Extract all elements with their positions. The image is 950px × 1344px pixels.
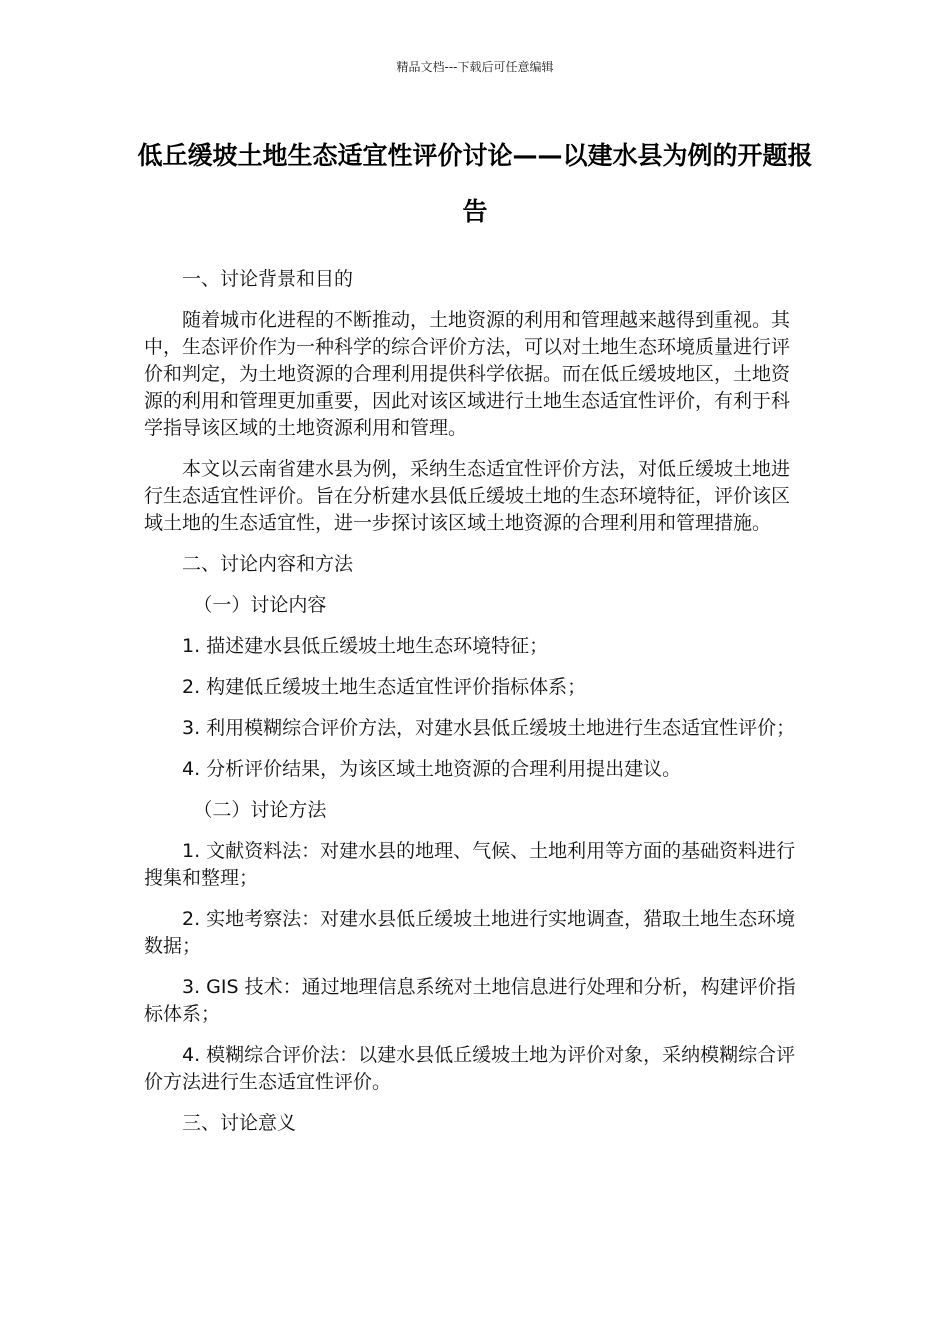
subsection-heading-method: （二）讨论方法 <box>193 799 327 821</box>
document-body <box>144 266 806 1151</box>
paragraph-background: 随着城市化进程的不断推动，土地资源的利用和管理越来越得到重视。其中，生态评价作为一种科学的综合评价方法，可以对土地生态环境质量进行评价和判定，为土地资源的合理利用提供科学依据。而在低丘缓坡地区，土地资源的利用和管理更加重要，因此对该区域进行土地生态适宜性评价，有利于科学指导该区域的土地资源利用和管理。 <box>144 309 791 439</box>
paragraph-purpose: 本文以云南省建水县为例，采纳生态适宜性评价方法，对低丘缓坡土地进行生态适宜性评价。旨在分析建水县低丘缓坡土地的生态环境特征，评价该区域土地的生态适宜性，进一步探讨该区域土地资源的合理利用和管理措施。 <box>144 458 791 534</box>
section-heading-content-method: 二、讨论内容和方法 <box>182 553 354 575</box>
list-item: 1. 文献资料法：对建水县的地理、气候、土地利用等方面的基础资料进行搜集和整理； <box>144 840 796 889</box>
subsection-heading-content: （一）讨论内容 <box>193 594 327 616</box>
document-title: 低丘缓坡土地生态适宜性评价讨论——以建水县为例的开题报告 <box>137 141 813 226</box>
list-item: 2. 构建低丘缓坡土地生态适宜性评价指标体系； <box>182 676 587 698</box>
list-item: 1. 描述建水县低丘缓坡土地生态环境特征； <box>182 635 549 657</box>
list-item: 3. GIS 技术：通过地理信息系统对土地信息进行处理和分析，构建评价指标体系； <box>144 976 796 1025</box>
section-heading-background: 一、讨论背景和目的 <box>182 268 354 290</box>
list-item: 4. 分析评价结果，为该区域土地资源的合理利用提出建议。 <box>182 758 682 780</box>
section-heading-significance: 三、讨论意义 <box>182 1112 297 1134</box>
list-item: 3. 利用模糊综合评价方法，对建水县低丘缓坡土地进行生态适宜性评价； <box>182 717 796 739</box>
list-item: 4. 模糊综合评价法：以建水县低丘缓坡土地为评价对象，采纳模糊综合评价方法进行生态适宜性评价。 <box>144 1044 796 1093</box>
list-item: 2. 实地考察法：对建水县低丘缓坡土地进行实地调查，猎取土地生态环境数据； <box>144 908 796 957</box>
page-header: 精品文档---下载后可任意编辑 <box>396 60 554 74</box>
